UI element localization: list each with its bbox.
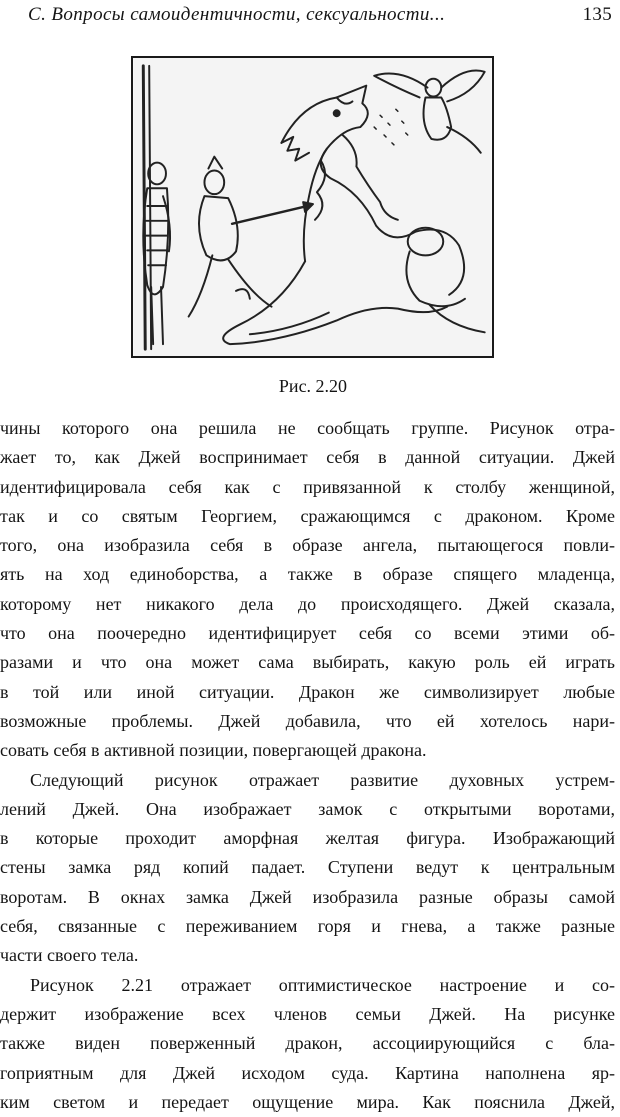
body-text bbox=[0, 414, 615, 1117]
figure-drawing bbox=[131, 56, 494, 358]
running-head-title: С. Вопросы самоидентичности, сексуальности... bbox=[28, 4, 446, 25]
figure-caption bbox=[0, 374, 620, 398]
text-line: себя, связанные с переживанием горя и гнева, а также разные bbox=[0, 916, 615, 937]
running-head bbox=[28, 2, 612, 32]
text-line: возможные проблемы. Джей добавила, что ей хотелось нари- bbox=[0, 710, 615, 731]
text-line: что она поочередно идентифицирует себя со всеми этими об- bbox=[0, 623, 615, 644]
page-number: 135 bbox=[582, 4, 612, 25]
text-line: совать себя в активной позиции, повергающей дракона. bbox=[0, 740, 427, 761]
text-line: Рисунок 2.21 отражает оптимистическое настроение и со- bbox=[30, 974, 615, 995]
text-line: стены замка ряд копий падает. Ступени ведут к центральным bbox=[0, 857, 615, 878]
text-line: идентифицировала себя как с привязанной к столбу женщиной, bbox=[0, 476, 615, 497]
figure-caption-text: Рис. 2.20 bbox=[278, 376, 348, 396]
text-line: в той или иной ситуации. Дракон же символизирует любые bbox=[0, 681, 615, 702]
text-line: в которые проходит аморфная желтая фигура. Изображающий bbox=[0, 828, 615, 849]
text-line: гоприятным для Джей исходом суда. Картина наполнена яр- bbox=[0, 1062, 615, 1083]
text-line: также виден поверженный дракон, ассоциирующийся с бла- bbox=[0, 1033, 615, 1054]
text-line: так и со святым Георгием, сражающимся с драконом. Кроме bbox=[0, 505, 615, 526]
paragraph bbox=[0, 414, 615, 766]
text-line: которому нет никакого дела до происходящего. Джей сказала, bbox=[0, 593, 615, 614]
paragraph bbox=[0, 971, 615, 1117]
text-line: воротам. В окнах замка Джей изобразила разные образы самой bbox=[0, 886, 615, 907]
paragraph bbox=[0, 766, 615, 971]
text-line: держит изображение всех членов семьи Джей. На рисунке bbox=[0, 1003, 615, 1024]
drawing-illustration bbox=[133, 58, 492, 356]
text-line: жает то, как Джей воспринимает себя в данной ситуации. Джей bbox=[0, 447, 615, 468]
text-line: части своего тела. bbox=[0, 945, 139, 966]
text-line: чины которого она решила не сообщать группе. Рисунок отра- bbox=[0, 418, 615, 438]
text-line: Следующий рисунок отражает развитие духовных устрем- bbox=[30, 769, 615, 790]
text-line: того, она изобразила себя в образе ангела, пытающегося повли- bbox=[0, 535, 615, 556]
text-line: ким светом и передает ощущение мира. Как пояснила Джей, bbox=[0, 1091, 615, 1112]
text-line: разами и что она может сама выбирать, какую роль ей играть bbox=[0, 652, 615, 673]
text-line: ять на ход единоборства, а также в образе спящего младенца, bbox=[0, 564, 615, 585]
text-line: лений Джей. Она изображает замок с открытыми воротами, bbox=[0, 798, 615, 819]
